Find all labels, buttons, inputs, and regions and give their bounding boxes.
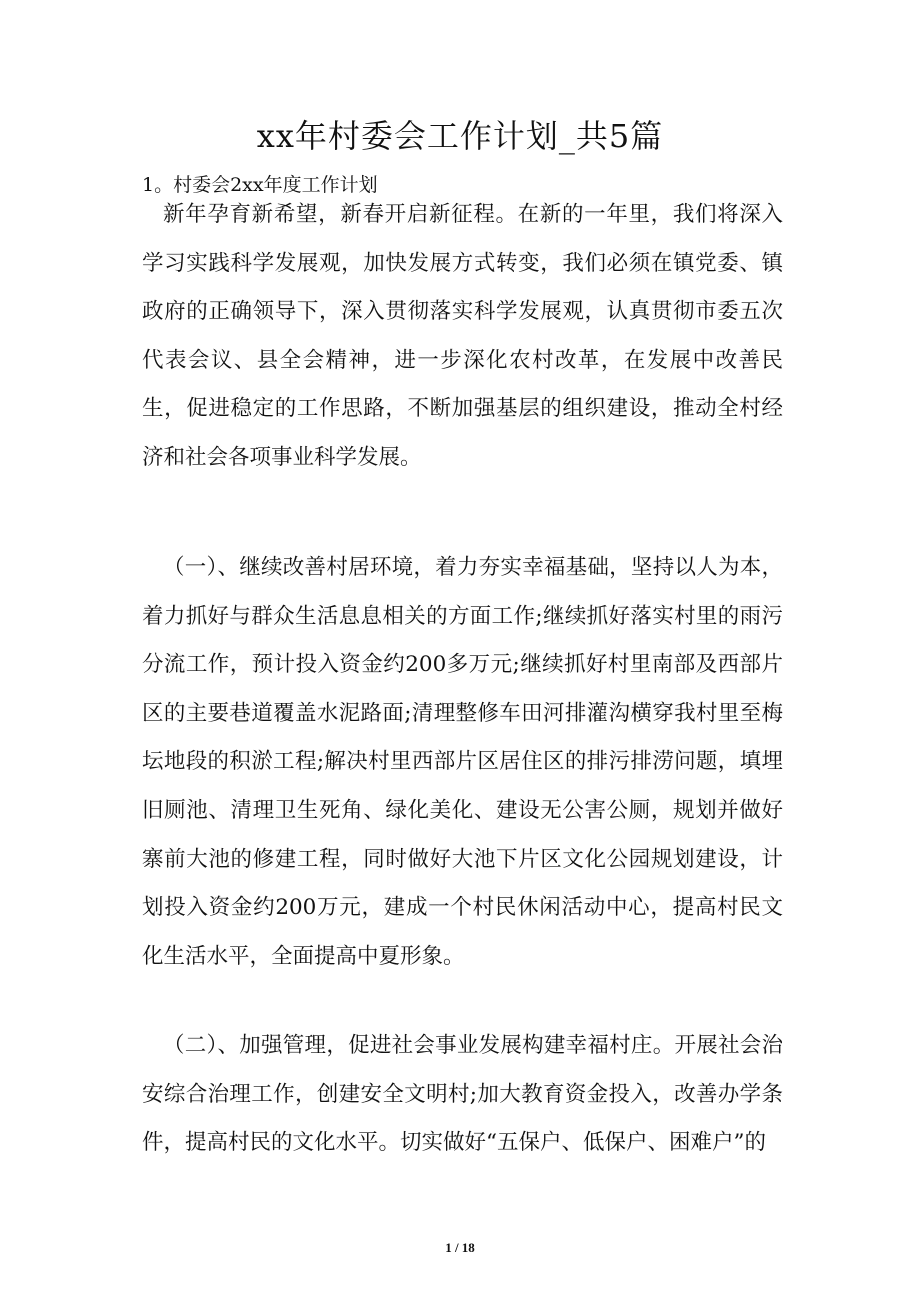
page-number: 1 / 18 xyxy=(445,1240,475,1255)
section-heading: 1。村委会2xx年度工作计划 xyxy=(142,174,378,196)
document-title: xx年村委会工作计划_共5篇 xyxy=(256,117,664,155)
paragraph-item-1: （一）、继续改善村居环境，着力夯实幸福基础，坚持以人为本，着力抓好与群众生活息息相关的方面工作;继续抓好落实村里的雨污分流工作，预计投入资金约200多万元;继续抓好村里南部及西部片区的主要巷道覆盖水泥路面;清理整修车田河排灌沟横穿我村里至梅坛地段的积淤工程;解决村里西部片区居住区的排污排涝问题，填埋旧厕池、清理卫生死角、绿化美化、建设无公害公厕，规划并做好寨前大池的修建工程，同时做好大池下片区文化公园规划建设，计划投入资金约200万元，建成一个村民休闲活动中心，提高村民文化生活水平，全面提高中夏形象。 xyxy=(142,555,783,969)
paragraph-item-2: （二）、加强管理，促进社会事业发展构建幸福村庄。开展社会治安综合治理工作，创建安全文明村;加大教育资金投入，改善办学条件，提高村民的文化水平。切实做好“五保户、低保户、困难户”的 xyxy=(142,1033,783,1156)
paragraph-intro: 新年孕育新希望，新春开启新征程。在新的一年里，我们将深入学习实践科学发展观，加快发展方式转变，我们必须在镇党委、镇政府的正确领导下，深入贯彻落实科学发展观，认真贯彻市委五次代表会议、县全会精神，进一步深化农村改革，在发展中改善民生，促进稳定的工作思路，不断加强基层的组织建设，推动全村经济和社会各项事业科学发展。 xyxy=(142,202,783,470)
